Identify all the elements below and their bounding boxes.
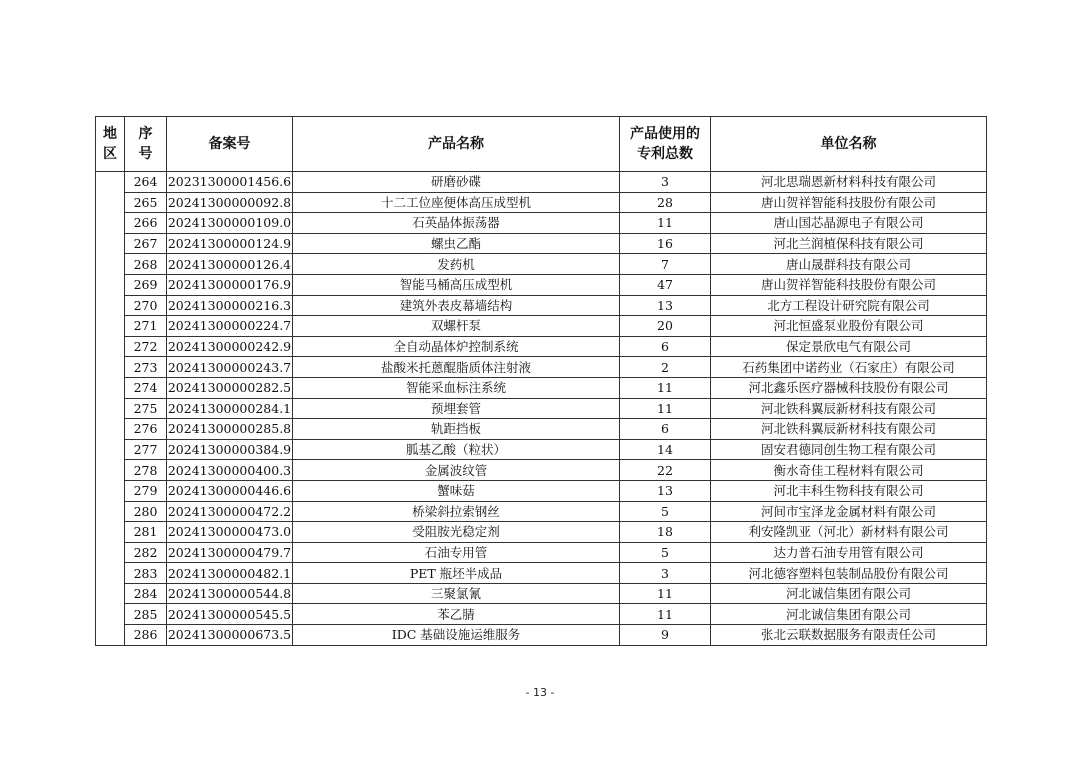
cell-record-no: 20241300000482.1 [167,563,293,584]
cell-product-name: 十二工位座便体高压成型机 [293,192,620,213]
header-region [96,117,125,172]
cell-record-no: 20241300000243.7 [167,357,293,378]
cell-seq: 272 [125,336,167,357]
cell-seq: 270 [125,295,167,316]
cell-product-name: 盐酸米托蒽醌脂质体注射液 [293,357,620,378]
cell-unit-name: 河北鑫乐医疗器械科技股份有限公司 [711,377,987,398]
cell-seq: 283 [125,563,167,584]
cell-patent-total: 6 [620,336,711,357]
cell-record-no: 20241300000126.4 [167,254,293,275]
cell-patent-total: 11 [620,213,711,234]
table-row [96,460,987,481]
cell-product-name: 石英晶体振荡器 [293,213,620,234]
cell-patent-total: 11 [620,377,711,398]
table-row [96,583,987,604]
table-row [96,336,987,357]
cell-patent-total: 28 [620,192,711,213]
cell-patent-total: 5 [620,501,711,522]
record-table [95,116,987,646]
table-row [96,254,987,275]
header-unit-name: 单位名称 [711,117,987,172]
cell-unit-name: 河北铁科翼辰新材科技有限公司 [711,419,987,440]
cell-unit-name: 唐山晟群科技有限公司 [711,254,987,275]
table-row [96,522,987,543]
cell-unit-name: 利安隆凯亚（河北）新材料有限公司 [711,522,987,543]
cell-seq: 267 [125,233,167,254]
cell-patent-total: 7 [620,254,711,275]
table-header-row [96,117,987,172]
cell-product-name: 桥梁斜拉索钢丝 [293,501,620,522]
cell-record-no: 20241300000673.5 [167,625,293,646]
cell-patent-total: 20 [620,316,711,337]
header-text: 序 号 [138,126,153,162]
cell-unit-name: 唐山贺祥智能科技股份有限公司 [711,192,987,213]
cell-product-name: 双螺杆泵 [293,316,620,337]
cell-product-name: IDC 基础设施运维服务 [293,625,620,646]
cell-seq: 269 [125,274,167,295]
cell-patent-total: 9 [620,625,711,646]
table-row [96,419,987,440]
table-row [96,563,987,584]
table-row [96,213,987,234]
cell-seq: 285 [125,604,167,625]
cell-record-no: 20241300000544.8 [167,583,293,604]
page-number: - 13 - [525,686,555,699]
cell-unit-name: 河北丰科生物科技有限公司 [711,480,987,501]
cell-record-no: 20241300000176.9 [167,274,293,295]
cell-unit-name: 河北铁科翼辰新材科技有限公司 [711,398,987,419]
cell-seq: 284 [125,583,167,604]
table-row [96,357,987,378]
table-row [96,625,987,646]
cell-seq: 282 [125,542,167,563]
cell-product-name: 全自动晶体炉控制系统 [293,336,620,357]
table-row [96,377,987,398]
cell-seq: 278 [125,460,167,481]
cell-product-name: 石油专用管 [293,542,620,563]
cell-seq: 281 [125,522,167,543]
cell-record-no: 20241300000284.1 [167,398,293,419]
cell-product-name: 智能采血标注系统 [293,377,620,398]
cell-seq: 264 [125,172,167,193]
cell-record-no: 20241300000282.5 [167,377,293,398]
table-row [96,501,987,522]
cell-record-no: 20241300000400.3 [167,460,293,481]
cell-record-no: 20241300000545.5 [167,604,293,625]
cell-record-no: 20241300000285.8 [167,419,293,440]
cell-record-no: 20241300000124.9 [167,233,293,254]
cell-product-name: 预埋套管 [293,398,620,419]
cell-product-name: 轨距挡板 [293,419,620,440]
cell-seq: 265 [125,192,167,213]
table-row [96,274,987,295]
table-row [96,542,987,563]
header-seq [125,117,167,172]
cell-product-name: 螺虫乙酯 [293,233,620,254]
cell-record-no: 20241300000473.0 [167,522,293,543]
cell-record-no: 20241300000446.6 [167,480,293,501]
cell-unit-name: 北方工程设计研究院有限公司 [711,295,987,316]
table-row [96,604,987,625]
cell-unit-name: 固安君德同创生物工程有限公司 [711,439,987,460]
table-row [96,192,987,213]
cell-record-no: 20241300000479.7 [167,542,293,563]
cell-seq: 273 [125,357,167,378]
cell-record-no: 20241300000109.0 [167,213,293,234]
cell-product-name: 受阻胺光稳定剂 [293,522,620,543]
cell-seq: 277 [125,439,167,460]
cell-product-name: 胍基乙酸（粒状） [293,439,620,460]
header-patent-total [620,117,711,172]
table-row [96,172,987,193]
cell-unit-name: 石药集团中诺药业（石家庄）有限公司 [711,357,987,378]
region-cell [96,172,125,646]
table-row [96,295,987,316]
cell-seq: 266 [125,213,167,234]
cell-seq: 279 [125,480,167,501]
cell-unit-name: 保定景欣电气有限公司 [711,336,987,357]
cell-product-name: 研磨砂碟 [293,172,620,193]
cell-patent-total: 2 [620,357,711,378]
cell-seq: 280 [125,501,167,522]
cell-seq: 268 [125,254,167,275]
cell-unit-name: 河间市宝泽龙金属材料有限公司 [711,501,987,522]
cell-unit-name: 张北云联数据服务有限责任公司 [711,625,987,646]
cell-product-name: 金属波纹管 [293,460,620,481]
cell-unit-name: 河北德容塑料包装制品股份有限公司 [711,563,987,584]
cell-record-no: 20231300001456.6 [167,172,293,193]
cell-patent-total: 14 [620,439,711,460]
table-row [96,233,987,254]
cell-unit-name: 唐山国芯晶源电子有限公司 [711,213,987,234]
cell-patent-total: 13 [620,295,711,316]
header-text: 产品使用的 专利总数 [630,126,700,162]
cell-unit-name: 衡水奇佳工程材料有限公司 [711,460,987,481]
table-row [96,439,987,460]
cell-patent-total: 47 [620,274,711,295]
cell-unit-name: 河北思瑞恩新材料科技有限公司 [711,172,987,193]
cell-record-no: 20241300000092.8 [167,192,293,213]
cell-patent-total: 11 [620,398,711,419]
cell-unit-name: 河北诚信集团有限公司 [711,583,987,604]
cell-record-no: 20241300000224.7 [167,316,293,337]
cell-patent-total: 3 [620,172,711,193]
cell-unit-name: 达力普石油专用管有限公司 [711,542,987,563]
cell-product-name: 苯乙腈 [293,604,620,625]
cell-product-name: 蟹味菇 [293,480,620,501]
cell-product-name: 智能马桶高压成型机 [293,274,620,295]
cell-product-name: 三聚氯氰 [293,583,620,604]
header-record-no: 备案号 [167,117,293,172]
cell-patent-total: 16 [620,233,711,254]
header-product-name: 产品名称 [293,117,620,172]
cell-unit-name: 河北恒盛泵业股份有限公司 [711,316,987,337]
cell-product-name: 发药机 [293,254,620,275]
cell-patent-total: 11 [620,604,711,625]
cell-product-name: PET 瓶坯半成品 [293,563,620,584]
cell-product-name: 建筑外表皮幕墙结构 [293,295,620,316]
cell-record-no: 20241300000472.2 [167,501,293,522]
cell-seq: 276 [125,419,167,440]
cell-patent-total: 6 [620,419,711,440]
cell-seq: 275 [125,398,167,419]
cell-record-no: 20241300000242.9 [167,336,293,357]
cell-record-no: 20241300000384.9 [167,439,293,460]
table-row [96,316,987,337]
table-row [96,480,987,501]
cell-patent-total: 13 [620,480,711,501]
table-row [96,398,987,419]
cell-seq: 274 [125,377,167,398]
cell-patent-total: 18 [620,522,711,543]
cell-patent-total: 3 [620,563,711,584]
cell-unit-name: 河北兰润植保科技有限公司 [711,233,987,254]
cell-patent-total: 22 [620,460,711,481]
cell-record-no: 20241300000216.3 [167,295,293,316]
cell-seq: 286 [125,625,167,646]
cell-unit-name: 河北诚信集团有限公司 [711,604,987,625]
cell-patent-total: 11 [620,583,711,604]
cell-patent-total: 5 [620,542,711,563]
header-text: 地 区 [103,126,117,162]
cell-unit-name: 唐山贺祥智能科技股份有限公司 [711,274,987,295]
cell-seq: 271 [125,316,167,337]
